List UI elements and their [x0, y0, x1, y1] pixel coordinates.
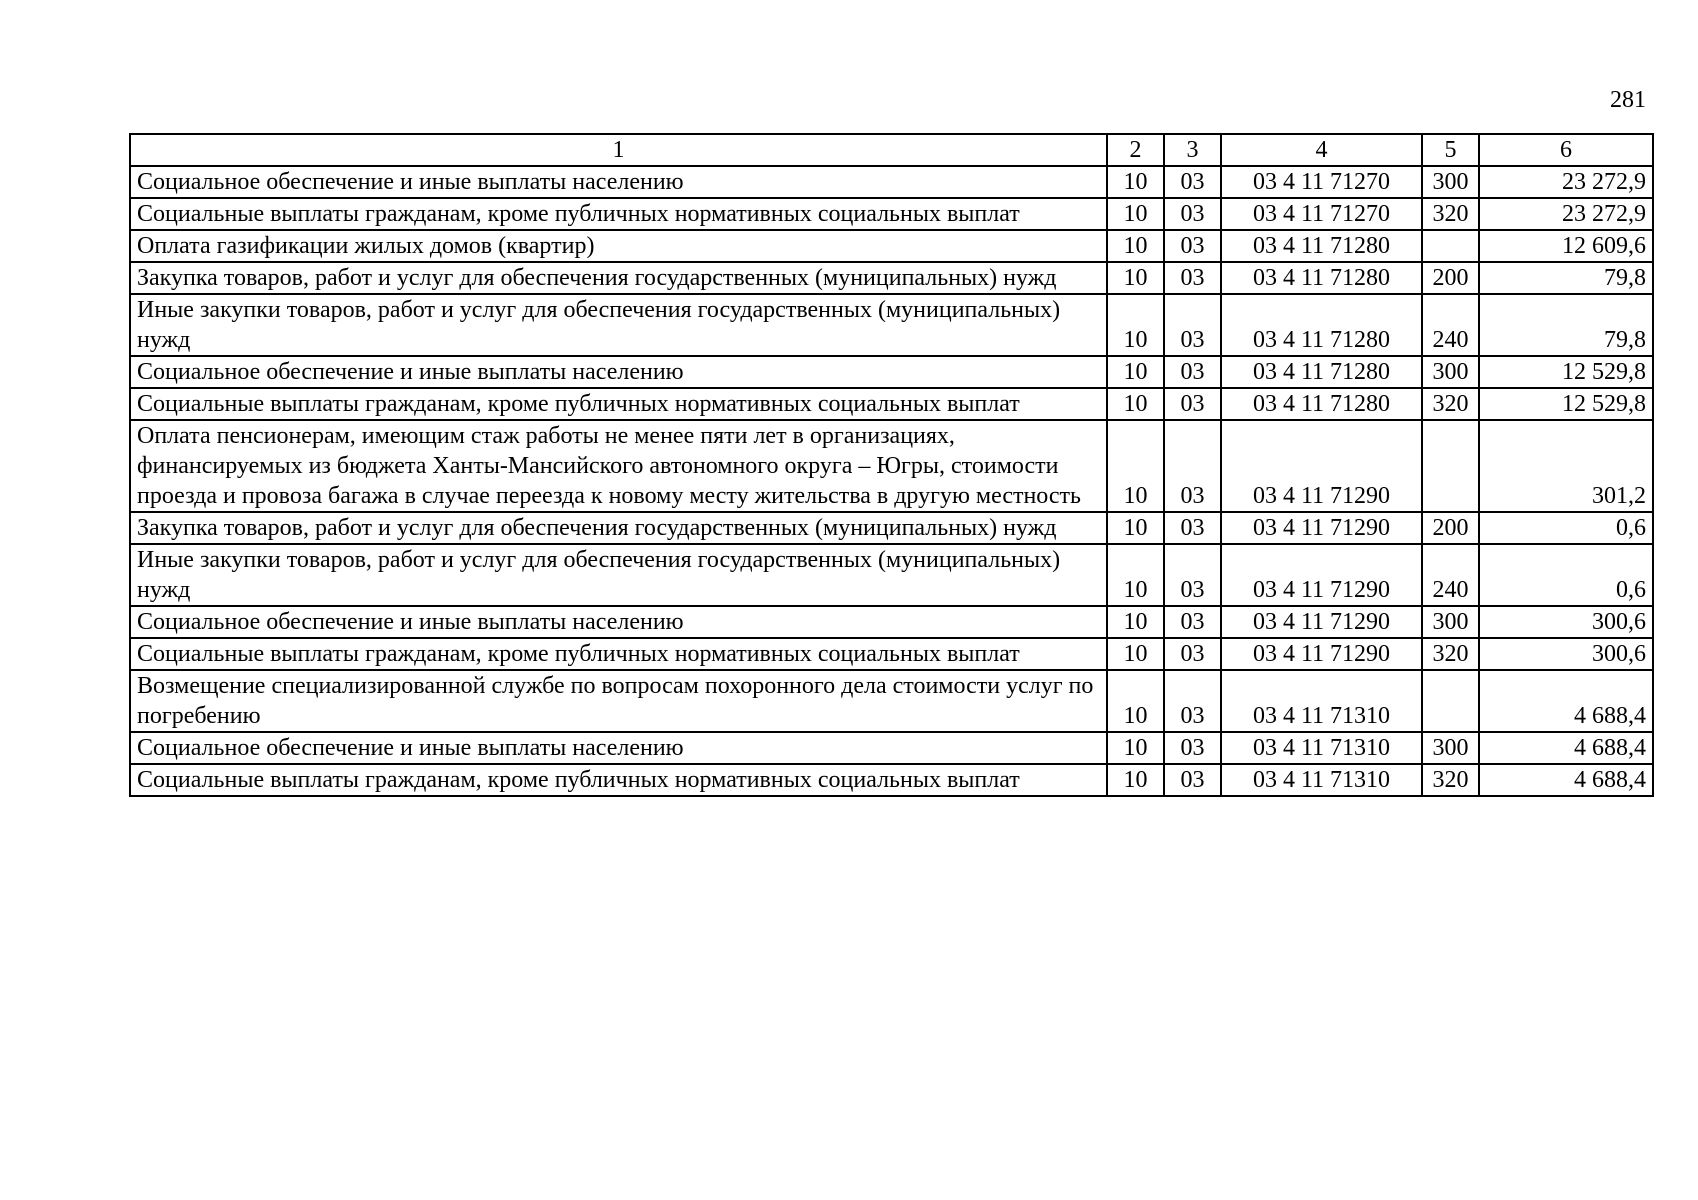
row-section-cell: 10 — [1107, 638, 1164, 670]
row-target-article-cell: 03 4 11 71290 — [1221, 512, 1422, 544]
row-section-cell: 10 — [1107, 670, 1164, 732]
row-target-article-cell: 03 4 11 71280 — [1221, 356, 1422, 388]
row-target-article-cell: 03 4 11 71290 — [1221, 606, 1422, 638]
row-expense-type-cell: 300 — [1422, 356, 1479, 388]
table-row — [130, 670, 1653, 732]
row-expense-type-cell: 240 — [1422, 544, 1479, 606]
row-expense-type-cell — [1422, 670, 1479, 732]
row-name-cell: Оплата пенсионерам, имеющим стаж работы не менее пяти лет в организациях, финансируемых из бюджета Ханты-Мансийского автономного округа – Югры, стоимости проезда и провоза багажа в случае переезда к новому месту жительства в другую местность — [130, 420, 1107, 512]
row-section-cell: 10 — [1107, 166, 1164, 198]
row-name-cell: Социальное обеспечение и иные выплаты населению — [130, 606, 1107, 638]
row-subsection-cell: 03 — [1164, 166, 1221, 198]
row-section-cell: 10 — [1107, 420, 1164, 512]
row-expense-type-cell — [1422, 230, 1479, 262]
row-name-cell: Оплата газификации жилых домов (квартир) — [130, 230, 1107, 262]
table-row — [130, 230, 1653, 262]
table-row — [130, 544, 1653, 606]
row-section-cell: 10 — [1107, 388, 1164, 420]
row-subsection-cell: 03 — [1164, 670, 1221, 732]
row-subsection-cell: 03 — [1164, 230, 1221, 262]
row-amount-cell: 0,6 — [1479, 512, 1653, 544]
row-amount-cell: 4 688,4 — [1479, 732, 1653, 764]
table-row — [130, 356, 1653, 388]
row-name-cell: Социальное обеспечение и иные выплаты населению — [130, 166, 1107, 198]
row-subsection-cell: 03 — [1164, 732, 1221, 764]
row-subsection-cell: 03 — [1164, 512, 1221, 544]
row-amount-cell: 23 272,9 — [1479, 166, 1653, 198]
row-name-cell: Социальное обеспечение и иные выплаты населению — [130, 356, 1107, 388]
row-amount-cell: 4 688,4 — [1479, 764, 1653, 796]
row-expense-type-cell: 200 — [1422, 512, 1479, 544]
table-body — [130, 134, 1653, 796]
table-row — [130, 512, 1653, 544]
row-target-article-cell: 03 4 11 71290 — [1221, 638, 1422, 670]
row-amount-cell: 12 529,8 — [1479, 356, 1653, 388]
row-expense-type-cell: 320 — [1422, 764, 1479, 796]
header-col-6: 6 — [1479, 134, 1653, 166]
row-section-cell: 10 — [1107, 356, 1164, 388]
row-target-article-cell: 03 4 11 71280 — [1221, 230, 1422, 262]
row-target-article-cell: 03 4 11 71310 — [1221, 732, 1422, 764]
table-row — [130, 262, 1653, 294]
table-header-row — [130, 134, 1653, 166]
row-name-cell: Закупка товаров, работ и услуг для обеспечения государственных (муниципальных) нужд — [130, 512, 1107, 544]
row-target-article-cell: 03 4 11 71270 — [1221, 166, 1422, 198]
row-subsection-cell: 03 — [1164, 420, 1221, 512]
row-subsection-cell: 03 — [1164, 606, 1221, 638]
row-subsection-cell: 03 — [1164, 262, 1221, 294]
row-name-cell: Иные закупки товаров, работ и услуг для обеспечения государственных (муниципальных) нужд — [130, 294, 1107, 356]
row-section-cell: 10 — [1107, 262, 1164, 294]
row-name-cell: Социальные выплаты гражданам, кроме публичных нормативных социальных выплат — [130, 198, 1107, 230]
row-target-article-cell: 03 4 11 71290 — [1221, 544, 1422, 606]
row-section-cell: 10 — [1107, 764, 1164, 796]
row-amount-cell: 12 609,6 — [1479, 230, 1653, 262]
row-amount-cell: 300,6 — [1479, 638, 1653, 670]
row-expense-type-cell: 320 — [1422, 638, 1479, 670]
row-subsection-cell: 03 — [1164, 764, 1221, 796]
row-section-cell: 10 — [1107, 544, 1164, 606]
row-section-cell: 10 — [1107, 512, 1164, 544]
row-name-cell: Социальное обеспечение и иные выплаты населению — [130, 732, 1107, 764]
row-name-cell: Социальные выплаты гражданам, кроме публичных нормативных социальных выплат — [130, 388, 1107, 420]
row-expense-type-cell: 300 — [1422, 606, 1479, 638]
budget-table — [129, 133, 1654, 797]
row-target-article-cell: 03 4 11 71290 — [1221, 420, 1422, 512]
row-amount-cell: 300,6 — [1479, 606, 1653, 638]
row-target-article-cell: 03 4 11 71270 — [1221, 198, 1422, 230]
table-row — [130, 420, 1653, 512]
table-row — [130, 764, 1653, 796]
table-row — [130, 166, 1653, 198]
row-expense-type-cell: 300 — [1422, 732, 1479, 764]
table-row — [130, 294, 1653, 356]
header-col-4: 4 — [1221, 134, 1422, 166]
row-amount-cell: 79,8 — [1479, 262, 1653, 294]
row-subsection-cell: 03 — [1164, 638, 1221, 670]
row-target-article-cell: 03 4 11 71310 — [1221, 670, 1422, 732]
row-section-cell: 10 — [1107, 294, 1164, 356]
table-row — [130, 638, 1653, 670]
table-row — [130, 606, 1653, 638]
header-col-2: 2 — [1107, 134, 1164, 166]
row-subsection-cell: 03 — [1164, 544, 1221, 606]
row-amount-cell: 23 272,9 — [1479, 198, 1653, 230]
row-expense-type-cell — [1422, 420, 1479, 512]
row-subsection-cell: 03 — [1164, 388, 1221, 420]
header-col-5: 5 — [1422, 134, 1479, 166]
row-subsection-cell: 03 — [1164, 198, 1221, 230]
row-name-cell: Социальные выплаты гражданам, кроме публичных нормативных социальных выплат — [130, 764, 1107, 796]
row-amount-cell: 0,6 — [1479, 544, 1653, 606]
row-name-cell: Закупка товаров, работ и услуг для обеспечения государственных (муниципальных) нужд — [130, 262, 1107, 294]
row-subsection-cell: 03 — [1164, 356, 1221, 388]
row-name-cell: Социальные выплаты гражданам, кроме публичных нормативных социальных выплат — [130, 638, 1107, 670]
row-name-cell: Возмещение специализированной службе по вопросам похоронного дела стоимости услуг по погребению — [130, 670, 1107, 732]
row-target-article-cell: 03 4 11 71280 — [1221, 388, 1422, 420]
header-col-3: 3 — [1164, 134, 1221, 166]
row-expense-type-cell: 200 — [1422, 262, 1479, 294]
row-amount-cell: 79,8 — [1479, 294, 1653, 356]
row-target-article-cell: 03 4 11 71280 — [1221, 262, 1422, 294]
row-name-cell: Иные закупки товаров, работ и услуг для обеспечения государственных (муниципальных) нужд — [130, 544, 1107, 606]
row-target-article-cell: 03 4 11 71280 — [1221, 294, 1422, 356]
row-expense-type-cell: 240 — [1422, 294, 1479, 356]
row-amount-cell: 4 688,4 — [1479, 670, 1653, 732]
row-section-cell: 10 — [1107, 198, 1164, 230]
row-expense-type-cell: 300 — [1422, 166, 1479, 198]
table-row — [130, 198, 1653, 230]
row-amount-cell: 12 529,8 — [1479, 388, 1653, 420]
row-section-cell: 10 — [1107, 230, 1164, 262]
page-number: 281 — [1610, 87, 1646, 113]
row-amount-cell: 301,2 — [1479, 420, 1653, 512]
row-target-article-cell: 03 4 11 71310 — [1221, 764, 1422, 796]
row-expense-type-cell: 320 — [1422, 198, 1479, 230]
row-subsection-cell: 03 — [1164, 294, 1221, 356]
table-row — [130, 732, 1653, 764]
row-section-cell: 10 — [1107, 606, 1164, 638]
row-section-cell: 10 — [1107, 732, 1164, 764]
row-expense-type-cell: 320 — [1422, 388, 1479, 420]
header-col-1: 1 — [130, 134, 1107, 166]
table-row — [130, 388, 1653, 420]
